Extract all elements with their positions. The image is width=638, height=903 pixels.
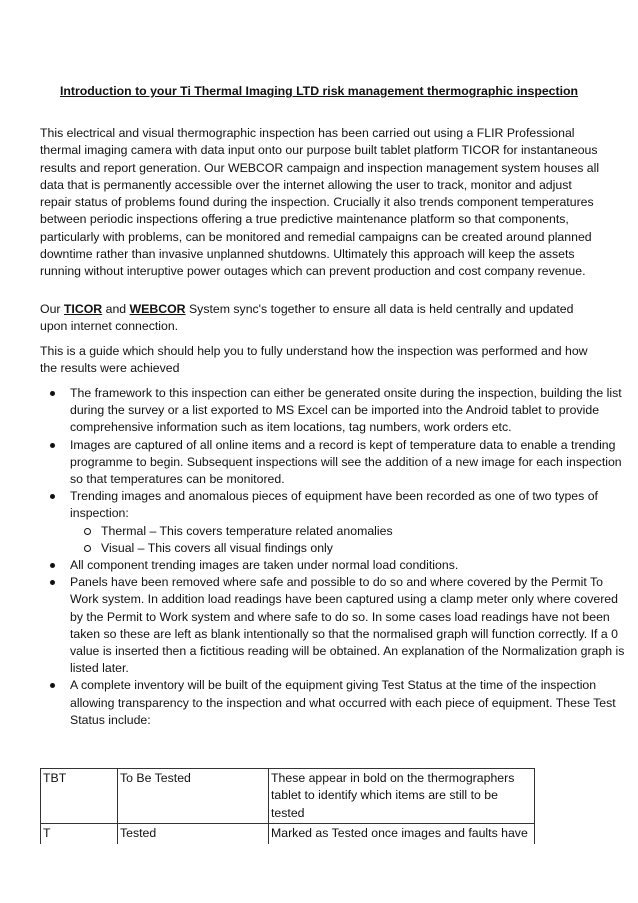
guide-paragraph-text: This is a guide which should help you to fully understand how the inspection was performed and how the results were achieved (40, 344, 588, 376)
status-description-cell: Marked as Tested once images and faults have (269, 823, 535, 844)
sync-paragraph (40, 301, 600, 336)
sync-prefix: Our (40, 302, 64, 316)
list-item: Panels have been removed where safe and possible to do so and where covered by the Permit To Work system. In addition load readings have been captured using a clamp meter only where covered by the Permit to Work system and where safe to do so. In some cases load readings have not been taken so these are left as blank intentionally so that the normalised graph will function correctly. If a 0 value is inserted then a fictitious reading will be obtained. An explanation of the Normalization graph is listed later. (70, 574, 630, 677)
status-code-cell: T (41, 823, 118, 844)
intro-paragraph (40, 125, 600, 281)
table-row (41, 769, 535, 824)
list-item: A complete inventory will be built of the equipment giving Test Status at the time of the inspection allowing transparency to the inspection and what occurred with each piece of equipment. These Test Status include: (70, 677, 630, 729)
list-item-text: Trending images and anomalous pieces of equipment have been recorded as one of two types of inspection: (70, 489, 598, 521)
status-name-cell: Tested (118, 823, 269, 844)
table-row (41, 823, 535, 844)
status-code-cell: TBT (41, 769, 118, 824)
webcor-link[interactable]: WEBCOR (129, 302, 186, 316)
sub-list-item: Thermal – This covers temperature related anomalies (101, 523, 630, 540)
bullet-list (40, 385, 630, 729)
status-name-cell: To Be Tested (118, 769, 269, 824)
sub-list-item: Visual – This covers all visual findings only (101, 540, 630, 557)
sub-bullet-list (70, 523, 630, 557)
status-description-cell: These appear in bold on the thermographers tablet to identify which items are still to be tested (269, 769, 535, 824)
list-item (70, 488, 630, 557)
guide-paragraph (40, 343, 600, 378)
list-item: All component trending images are taken under normal load conditions. (70, 557, 630, 574)
sync-suffix: System sync's together to ensure all data is held centrally and updated upon internet connection. (40, 302, 574, 334)
list-item: Images are captured of all online items and a record is kept of temperature data to enable a trending programme to begin. Subsequent inspections will see the addition of a new image for each inspection so that temperatures can be monitored. (70, 437, 630, 489)
ticor-link[interactable]: TICOR (63, 302, 103, 316)
list-item: The framework to this inspection can either be generated onsite during the inspection, building the list during the survey or a list exported to MS Excel can be imported into the Android tablet to provide comprehensive information such as item locations, tag numbers, work orders etc. (70, 385, 630, 437)
intro-paragraph-text: This electrical and visual thermographic inspection has been carried out using a FLIR Professional thermal imaging camera with data input onto our purpose built tablet platform TICOR for instantaneous results and report generation. Our WEBCOR campaign and inspection management system houses all data that is permanently accessible over the internet allowing the user to track, monitor and adjust repair status of problems found during the inspection. Crucially it also trends component temperatures between periodic inspections offering a true predictive maintenance platform so that components, particularly with problems, can be monitored and remedial campaigns can be created around planned downtime rather than invasive unplanned shutdowns. Ultimately this approach will keep the assets running without interuptive power outages which can prevent production and cost company revenue. (40, 126, 600, 279)
page-title: Introduction to your Ti Thermal Imaging LTD risk management thermographic inspection (59, 84, 579, 98)
test-status-table (40, 768, 535, 844)
sync-and: and (102, 302, 130, 316)
